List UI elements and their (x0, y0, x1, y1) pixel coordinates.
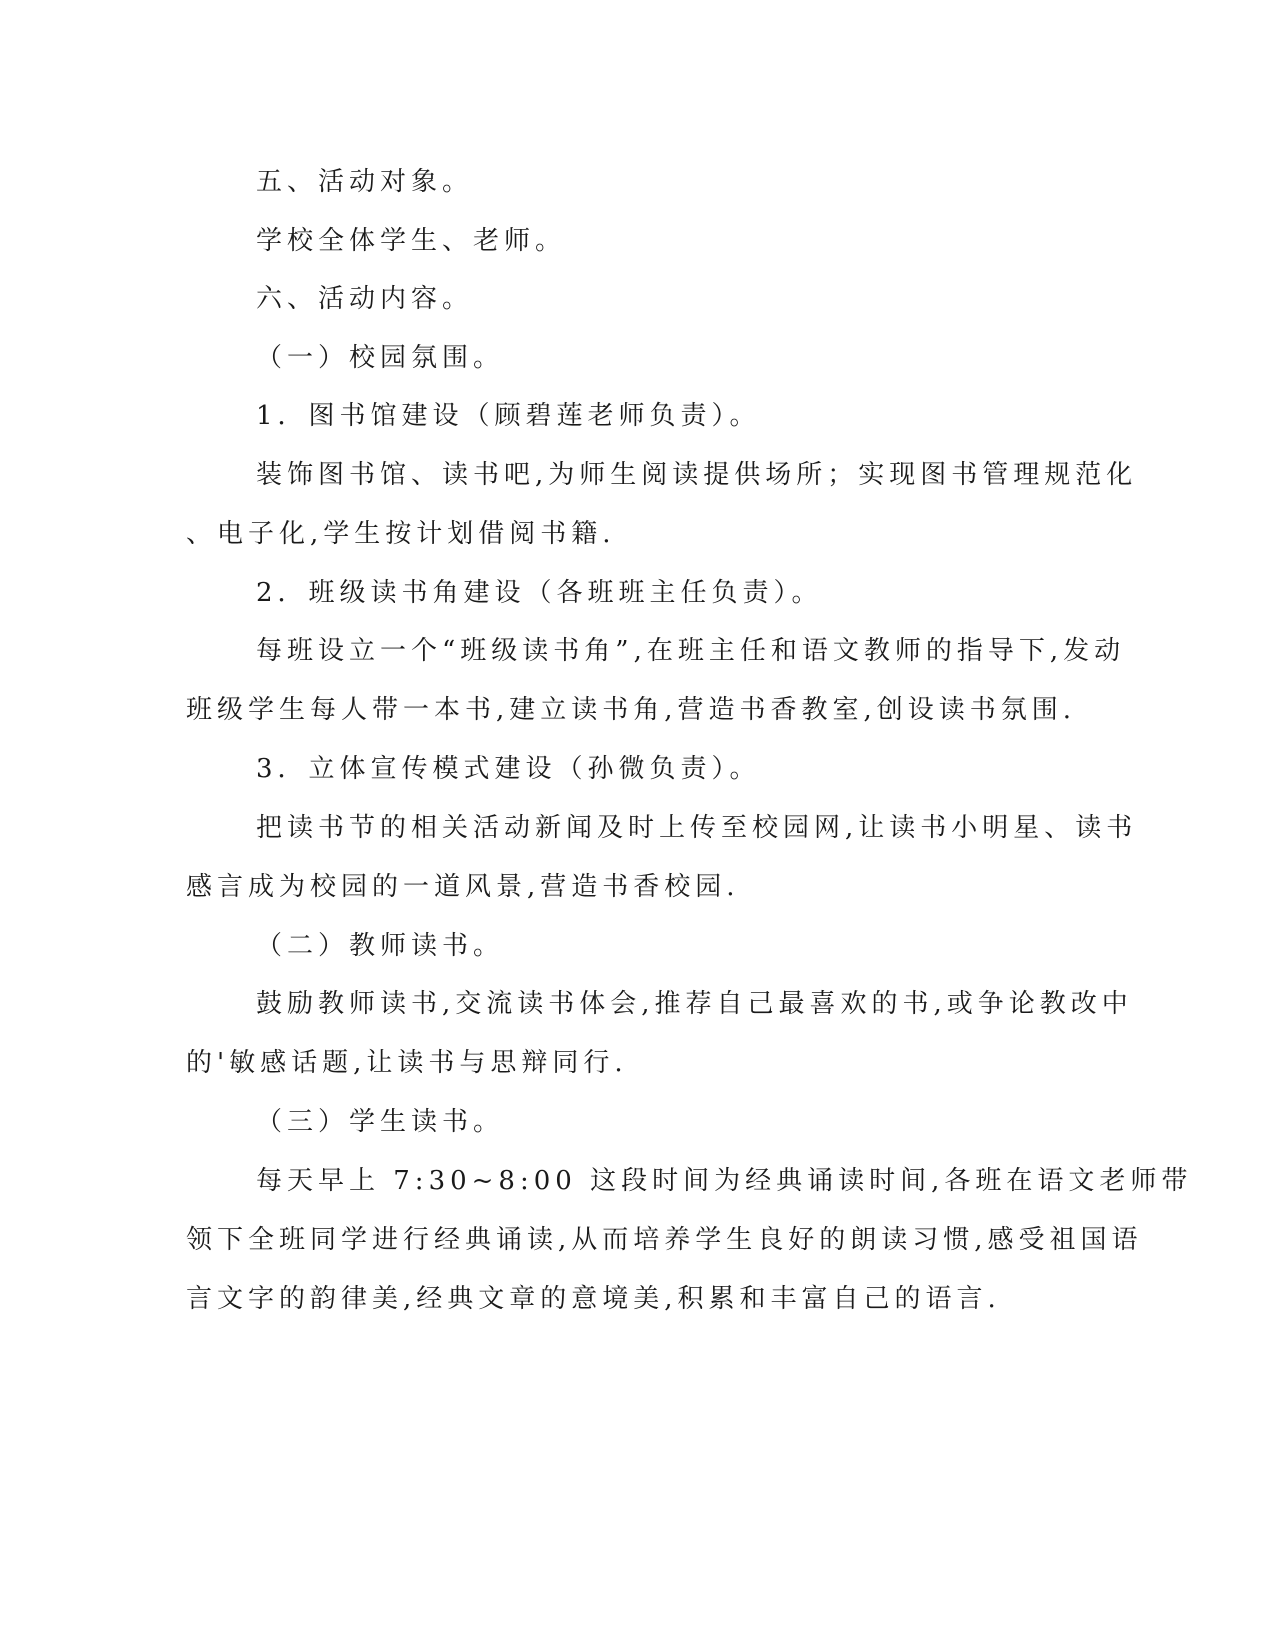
paragraph-line: 言文字的韵律美,经典文章的意境美,积累和丰富自己的语言. (186, 1284, 1001, 1314)
paragraph-line: 班级学生每人带一本书,建立读书角,营造书香教室,创设读书氛围. (186, 695, 1077, 725)
paragraph-line: 学校全体学生、老师。 (256, 226, 567, 256)
paragraph-line: 鼓励教师读书,交流读书体会,推荐自己最喜欢的书,或争论教改中 (256, 989, 1133, 1019)
paragraph-line: 把读书节的相关活动新闻及时上传至校园网,让读书小明星、读书 (256, 813, 1138, 843)
paragraph-line: 每天早上 7:30~8:00 这段时间为经典诵读时间,各班在语文老师带 (256, 1166, 1193, 1196)
paragraph-line: 装饰图书馆、读书吧,为师生阅读提供场所；实现图书管理规范化 (256, 460, 1138, 490)
paragraph-line: 、电子化,学生按计划借阅书籍. (186, 519, 616, 549)
paragraph-line: 每班设立一个“班级读书角”,在班主任和语文教师的指导下,发动 (256, 636, 1126, 666)
subsection-heading-1: （一）校园氛围。 (256, 343, 505, 373)
section-heading-6: 六、活动内容。 (256, 284, 474, 314)
subsection-heading-3: （三）学生读书。 (256, 1107, 505, 1137)
paragraph-line: 感言成为校园的一道风景,营造书香校园. (186, 872, 740, 902)
paragraph-line: 领下全班同学进行经典诵读,从而培养学生良好的朗读习惯,感受祖国语 (186, 1225, 1143, 1255)
paragraph-line: 的'敏感话题,让读书与思辩同行. (186, 1048, 628, 1078)
item-heading-1: 1．图书馆建设（顾碧莲老师负责）。 (256, 401, 761, 431)
item-heading-2: 2．班级读书角建设（各班班主任负责）。 (256, 578, 823, 608)
subsection-heading-2: （二）教师读书。 (256, 931, 505, 961)
section-heading-5: 五、活动对象。 (256, 167, 474, 197)
item-heading-3: 3．立体宣传模式建设（孙微负责）。 (256, 754, 761, 784)
